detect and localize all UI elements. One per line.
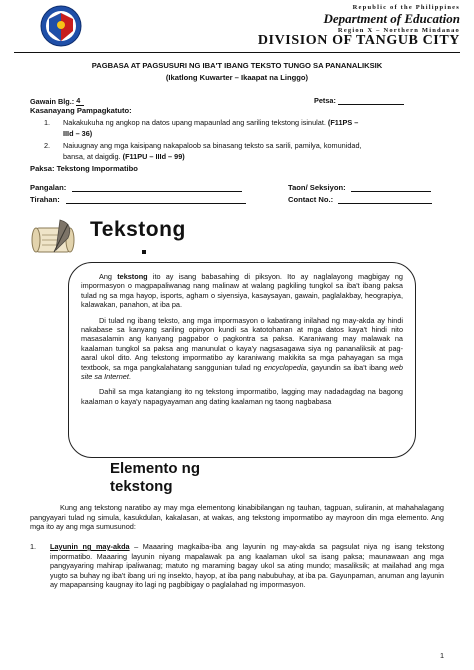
taon-label: Taon/ Seksiyon: — [288, 183, 346, 192]
box-p2-italic1: encyclopedia — [263, 362, 307, 372]
paksa-label: Paksa: Tekstong Impormatibo — [30, 164, 138, 173]
element-item-1-text: – Maaaring magkaiba-iba ang layunin ng may-akda sa pagsulat niya ng isang tekstong impormatibo. Maaaring layunin niyang mapalawak pa ang kaalaman ukol sa isang paksa; maunawaan ang mga pangyayaring mahirap ipaliwanag; matuto ng maraming bagay ukol sa ating mundo; masaliksik; at mailahad ang mga yugto sa buhay ng iba't ibang uri ng insekto, hayop, at iba pang nabubuhay, at iba pa. Gayunpaman, anuman ang layunin ay mapapansing kaugnay ito lagi ng pagbibigay o paglalahad ng impormasyon. — [50, 542, 444, 590]
box-p2-italic2: web site sa Internet — [81, 362, 403, 382]
box-p2-mid: , gayundin sa iba't ibang — [306, 362, 390, 372]
deped-seal-logo — [40, 5, 82, 47]
petsa-label: Petsa: — [314, 96, 336, 105]
gawain-row — [30, 96, 84, 106]
heading-dot — [142, 250, 146, 254]
body-intro: Kung ang tekstong naratibo ay may mga elementong kinabibilangan ng tauhan, tagpuan, suliranin, at mahahalagang pangyayari tulad ng simula, kasukdulan, kakalasan, at wakas, ang tekstong impormatibo ay mayroon din mga elemento. Ang mga ito ay ang mga sumusunod: — [30, 503, 444, 532]
scroll-quill-icon — [30, 218, 78, 260]
competency-1-code: (F11PS – — [327, 118, 359, 127]
pangalan-label: Pangalan: — [30, 183, 67, 192]
pangalan-field[interactable] — [72, 183, 242, 192]
box-p1-bold: tekstong — [117, 272, 148, 281]
gawain-label: Gawain Blg.: — [30, 97, 75, 106]
competency-1 — [44, 118, 444, 139]
box-p1-pre: Ang — [99, 272, 118, 281]
competency-2-code: (F11PU – IIId – 99) — [122, 151, 185, 161]
definition-box — [68, 262, 416, 458]
competency-1-num: 1. — [44, 118, 51, 127]
gawain-value: 4 — [76, 96, 84, 106]
box-paragraph-3: Dahil sa mga katangiang ito ng tekstong impormatibo, lagging may nadadagdag na bagong kaalaman o kaya'y napagyayaman ang dating kaalaman ng taong nagbabasa — [81, 387, 403, 406]
document-title: PAGBASA AT PAGSUSURI NG IBA'T IBANG TEKSTO TUNGO SA PANANALIKSIK — [91, 61, 383, 70]
republic-text: Republic of the Philippines — [352, 4, 460, 11]
petsa-row — [314, 96, 404, 105]
elemento-line1: Elemento ng — [110, 460, 201, 477]
petsa-field[interactable] — [338, 96, 404, 105]
contact-row — [288, 195, 432, 204]
competency-2 — [44, 141, 444, 162]
element-item-1-num: 1. — [30, 542, 37, 551]
taon-row — [288, 183, 431, 192]
tirahan-label: Tirahan: — [30, 195, 60, 204]
contact-field[interactable] — [338, 195, 432, 204]
element-item-1 — [30, 542, 444, 590]
pangalan-row — [30, 183, 242, 192]
elemento-line2: tekstong — [110, 478, 173, 495]
box-p2-pre: Di tulad ng ibang teksto, ang mga impormasyon o kabatirang inilahad ng may-akda ay hindi nakabase sa kanyang sariling opinyon kundi sa katotohanan at mga datos kaya't hindi nito masasalamin ang kanyang pagpabor o pagkontra sa paksa. Karaniwang may malawak na kaalaman tungkol sa paksa ang manunulat o kaya'y nagsasagawa siya ng pananaliksik at pag-aaral ukol dito. Ang tekstong impormatibo ay karaniwang makikita sa mga pahayagan sa mga textbook, sa mga pangkalahatang sanggunian tulad ng — [81, 315, 403, 372]
department-text: Department of Education — [323, 11, 460, 26]
tekstong-heading: Tekstong — [90, 218, 186, 241]
element-item-1-title: Layunin ng may-akda — [50, 542, 130, 551]
document-subtitle: (Ikatlong Kuwarter – Ikaapat na Linggo) — [165, 73, 309, 82]
contact-label: Contact No.: — [288, 195, 334, 204]
kasanayan-label: Kasanayang Pampagkatuto: — [30, 106, 132, 115]
elemento-heading — [110, 460, 200, 496]
box-paragraph-2 — [81, 316, 403, 382]
division-text: DIVISION OF TANGUB CITY — [257, 33, 460, 48]
box-p2-end: . — [128, 372, 131, 382]
taon-field[interactable] — [351, 183, 431, 192]
competency-2-text2: bansa, at daigdig. — [63, 151, 121, 161]
page-number: 1 — [439, 651, 444, 660]
box-paragraph-1 — [81, 272, 403, 310]
competency-1-text: Nakakukuha ng angkop na datos upang mapaunlad ang sariling tekstong isinulat. — [63, 118, 326, 127]
competency-1-code2: IIId – 36) — [63, 128, 93, 138]
competency-2-text: Naiuugnay ang mga kaisipang nakapaloob sa binasang teksto sa sarili, pamilya, komunidad, — [63, 141, 362, 150]
header-divider — [14, 52, 460, 53]
tirahan-field[interactable] — [66, 195, 246, 204]
competency-2-num: 2. — [44, 141, 51, 150]
tirahan-row — [30, 195, 246, 204]
region-text: Region X – Northern Mindanao — [337, 27, 460, 34]
box-p1-rest: ito ay isang babasahing di piksyon. Ito ay naglalayong magbigay ng impormasyon o magpapaliwanag nang malinaw at walang pagkiling tungkol sa iba't ibang paksa tulad ng sa mga hayop, isports, agham o siyensiya, kasaysayan, gawain, paglalakbay, heograpiya, kalawakan, panahon, at iba pa. — [81, 272, 403, 310]
